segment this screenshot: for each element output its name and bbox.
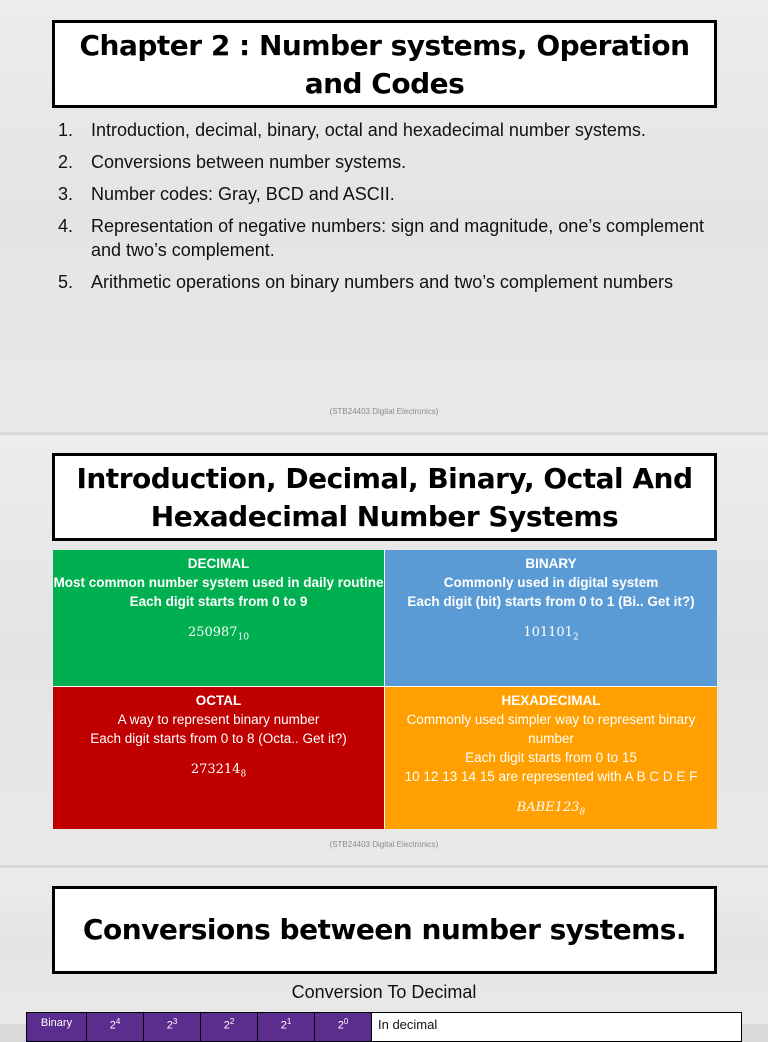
binary-digit-range: Each digit (bit) starts from 0 to 1 (Bi.. Get it?) xyxy=(407,594,695,609)
table-header-power xyxy=(87,1013,144,1041)
list-text: Arithmetic operations on binary numbers and two’s complement numbers xyxy=(91,272,673,292)
list-item xyxy=(58,118,718,142)
title-line-1: Introduction, Decimal, Binary, Octal And xyxy=(76,462,693,495)
hexadecimal-example xyxy=(385,798,717,823)
table-header-binary: Binary xyxy=(27,1013,87,1041)
table-header-power xyxy=(144,1013,201,1041)
power-base: 2 xyxy=(337,1019,344,1032)
power-exponent: 3 xyxy=(172,1017,178,1026)
table-header-power xyxy=(315,1013,372,1041)
conversion-subheading: Conversion To Decimal xyxy=(291,982,477,1002)
power-base: 2 xyxy=(223,1019,230,1032)
slide-footer: (STB24403 Digital Electronics) xyxy=(329,840,439,849)
power-exponent: 1 xyxy=(286,1017,292,1026)
table-header-power xyxy=(201,1013,258,1041)
list-number: 5. xyxy=(58,272,74,292)
octal-cell xyxy=(53,687,384,829)
example-number: 101101 xyxy=(523,625,573,640)
list-text: Representation of negative numbers: sign and magnitude, one’s complement and two’s complement. xyxy=(91,216,705,260)
octal-example xyxy=(53,760,384,785)
list-item xyxy=(58,214,718,262)
number-system-grid xyxy=(53,550,716,828)
example-number: BABE123 xyxy=(516,800,580,815)
slide-number-systems xyxy=(0,435,768,865)
power-base: 2 xyxy=(109,1019,116,1032)
hexadecimal-digit-range: Each digit starts from 0 to 15 xyxy=(465,750,637,765)
example-number: 273214 xyxy=(190,762,241,777)
decimal-description: Most common number system used in daily routine xyxy=(53,575,384,590)
binary-cell xyxy=(385,550,717,686)
example-base: 8 xyxy=(579,807,586,818)
power-base: 2 xyxy=(166,1019,173,1032)
power-exponent: 4 xyxy=(115,1017,121,1026)
title-line-1: Chapter 2 : Number systems, Operation xyxy=(79,29,690,62)
power-base: 2 xyxy=(280,1019,287,1032)
slide-footer: (STB24403 Digital Electronics) xyxy=(329,407,439,416)
list-text: Introduction, decimal, binary, octal and hexadecimal number systems. xyxy=(91,120,646,140)
decimal-example xyxy=(53,623,384,648)
list-item xyxy=(58,270,718,294)
outline-list xyxy=(58,118,718,302)
example-base: 10 xyxy=(237,632,250,643)
list-number: 2. xyxy=(58,152,74,172)
slide-conversions xyxy=(0,868,768,1032)
hexadecimal-cell xyxy=(385,687,717,829)
list-number: 1. xyxy=(58,120,74,140)
list-text: Number codes: Gray, BCD and ASCII. xyxy=(91,184,395,204)
conversion-table xyxy=(26,1012,742,1042)
slide-title xyxy=(52,453,717,541)
octal-heading: OCTAL xyxy=(195,693,242,708)
list-item xyxy=(58,182,718,206)
binary-example xyxy=(385,623,717,648)
binary-description: Commonly used in digital system xyxy=(443,575,659,590)
list-text: Conversions between number systems. xyxy=(91,152,407,172)
table-header-power xyxy=(258,1013,315,1041)
list-item xyxy=(58,150,718,174)
decimal-cell xyxy=(53,550,384,686)
example-base: 2 xyxy=(572,632,579,643)
title-line-2: and Codes xyxy=(304,67,465,100)
slide-title xyxy=(52,20,717,108)
slide-title: Conversions between number systems. xyxy=(52,886,717,974)
example-base: 8 xyxy=(240,769,247,780)
slide-chapter-outline xyxy=(0,0,768,432)
list-number: 4. xyxy=(58,216,74,236)
table-note-in-decimal: In decimal xyxy=(372,1013,741,1041)
decimal-heading: DECIMAL xyxy=(187,556,250,571)
title-line-2: Hexadecimal Number Systems xyxy=(150,500,619,533)
list-number: 3. xyxy=(58,184,74,204)
octal-digit-range: Each digit starts from 0 to 8 (Octa.. Get it?) xyxy=(90,731,347,746)
power-exponent: 0 xyxy=(343,1017,349,1026)
decimal-digit-range: Each digit starts from 0 to 9 xyxy=(129,594,308,609)
hexadecimal-heading: HEXADECIMAL xyxy=(501,693,601,708)
binary-heading: BINARY xyxy=(525,556,577,571)
hexadecimal-letter-mapping: 10 12 13 14 15 are represented with A B C D E F xyxy=(404,769,698,784)
hexadecimal-description: Commonly used simpler way to represent binary number xyxy=(406,712,696,746)
example-number: 250987 xyxy=(187,625,238,640)
power-exponent: 2 xyxy=(229,1017,235,1026)
octal-description: A way to represent binary number xyxy=(117,712,320,727)
